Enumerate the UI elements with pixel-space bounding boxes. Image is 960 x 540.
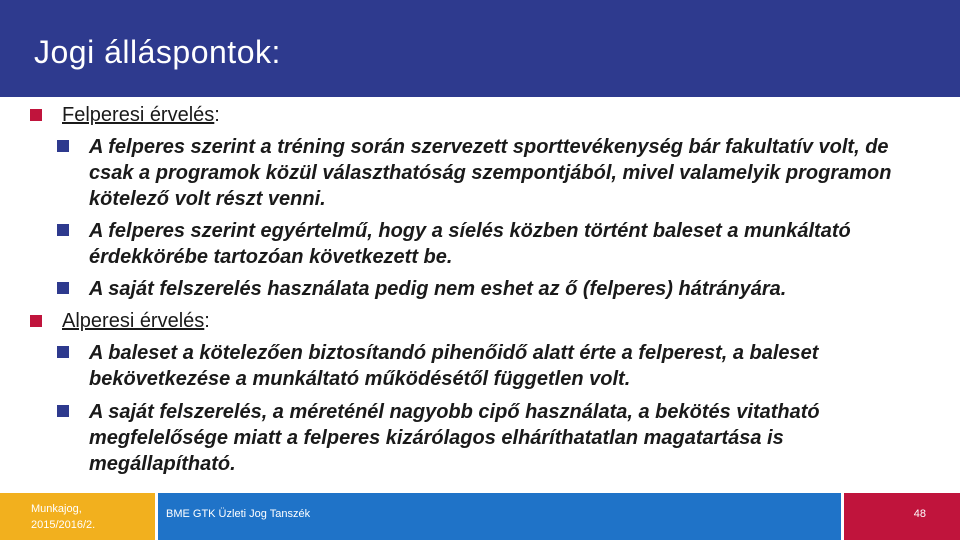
footer-department-text: BME GTK Üzleti Jog Tanszék: [166, 508, 311, 520]
list-item: A felperes szerint egyértelmű, hogy a síelés közben történt baleset a munkáltató érdekkörébe tartozóan következett be.: [89, 220, 851, 268]
list-item: A saját felszerelés használata pedig nem eshet az ő (felperes) hátrányára.: [89, 278, 787, 300]
list-item: A baleset a kötelezően biztosítandó pihenőidő alatt érte a felperest, a baleset bekövetkezése a munkáltató működésétől független volt.: [89, 342, 819, 390]
footer-course-box: [0, 493, 155, 540]
section-heading-text: Alperesi érvelés: [62, 310, 205, 332]
bullet-square-blue-icon: [57, 282, 69, 294]
footer-page-box: [844, 493, 960, 540]
bullet-square-blue-icon: [57, 140, 69, 152]
section-heading-defendant: [62, 310, 210, 333]
slide-title: Jogi álláspontok:: [34, 34, 281, 70]
bullet-square-red-icon: [30, 315, 42, 327]
footer-course-text: Munkajog, 2015/2016/2.: [31, 503, 96, 531]
section-heading-plaintiff: [62, 104, 220, 127]
slide-header: [0, 0, 960, 97]
bullet-square-red-icon: [30, 109, 42, 121]
footer-department-box: [158, 493, 841, 540]
bullet-square-blue-icon: [57, 346, 69, 358]
bullet-square-blue-icon: [57, 405, 69, 417]
list-item: A saját felszerelés, a méreténél nagyobb cipő használata, a bekötés vitatható megfelelősége miatt a felperes kizárólagos elháríthatatlan magatartása is megállapítható.: [89, 401, 820, 475]
section-heading-colon: :: [204, 310, 210, 332]
slide-content: [0, 97, 960, 490]
section-heading-colon: :: [214, 104, 220, 126]
list-item: A felperes szerint a tréning során szervezett sporttevékenység bár fakultatív volt, de csak a programok közül választhatóság szempontjából, mivel valamelyik programon kötelező volt részt venni.: [89, 136, 892, 210]
page-number: 48: [913, 508, 926, 520]
section-heading-text: Felperesi érvelés: [62, 104, 215, 126]
bullet-square-blue-icon: [57, 224, 69, 236]
